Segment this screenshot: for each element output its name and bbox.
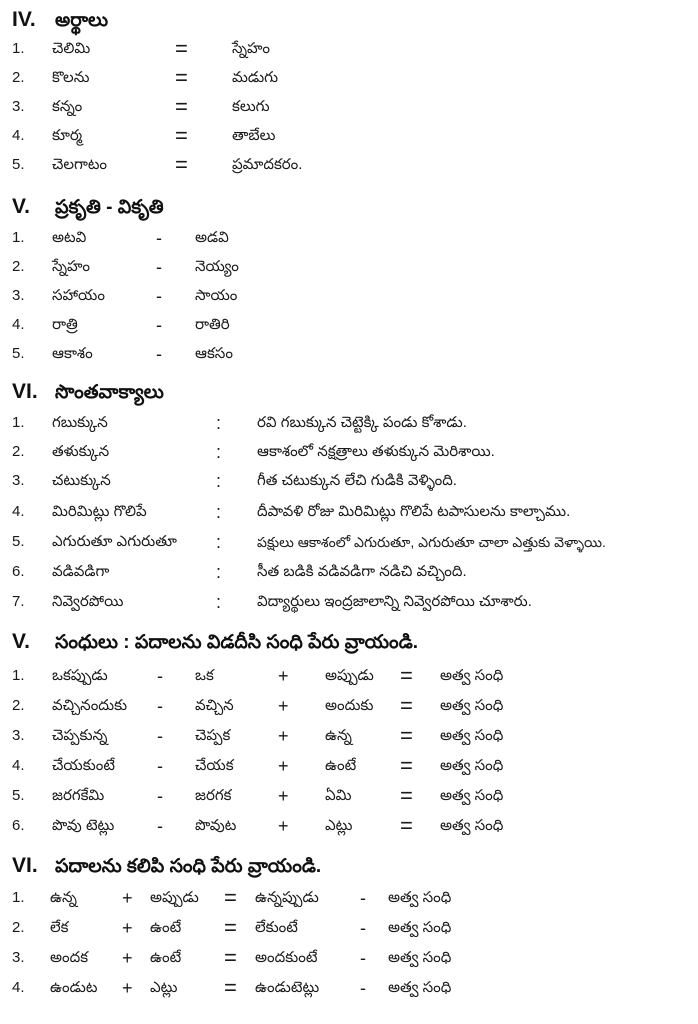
- part-two: ఏమి: [325, 787, 352, 804]
- part-one: వచ్చిన: [195, 697, 234, 714]
- sandhi-name: అత్వ సంధి: [388, 979, 452, 996]
- equals-sign: =: [224, 885, 237, 910]
- row-number: 3.: [12, 472, 25, 489]
- equals-sign: =: [175, 94, 188, 119]
- sentence: పక్షులు ఆకాశంలో ఎగురుతూ, ఎగురుతూ చాలా ఎత్తుకు వెళ్ళాయి.: [257, 534, 606, 550]
- row-number: 1.: [12, 414, 25, 431]
- part-one: జరగక: [195, 787, 232, 804]
- prakruti-word: ఆకాశం: [52, 345, 93, 362]
- row-number: 1.: [12, 889, 25, 906]
- colon: :: [216, 502, 222, 522]
- prakruti-word: రాత్రి: [52, 316, 78, 333]
- compound-word: ఒకప్పుడు: [52, 667, 108, 684]
- section-heading-prakruti: [12, 192, 164, 222]
- meaning-row: [0, 122, 698, 150]
- part-one: ఉన్న: [50, 889, 77, 906]
- dash: -: [360, 948, 366, 968]
- part-one: లేక: [50, 919, 69, 936]
- sandhi-split-row: [0, 722, 698, 750]
- plus-sign: +: [278, 816, 289, 836]
- dash: -: [156, 286, 162, 306]
- part-one: పొవుట: [195, 817, 237, 834]
- section-title: పదాలను కలిపి సంధి పేరు వ్రాయండి.: [55, 856, 322, 877]
- word: నివ్వెరపోయి: [52, 593, 124, 610]
- compound-word: చెప్పకున్న: [52, 727, 108, 744]
- prakruti-word: స్నేహం: [52, 258, 90, 275]
- vikruti-word: నెయ్యం: [195, 258, 239, 275]
- equals-sign: =: [224, 945, 237, 970]
- sandhi-split-row: [0, 812, 698, 840]
- row-number: 1.: [12, 667, 25, 684]
- part-two: అప్పుడు: [150, 889, 199, 906]
- colon: :: [216, 442, 222, 462]
- meaning: తాబేలు: [232, 127, 276, 144]
- dash: -: [156, 344, 162, 364]
- word: కన్నం: [52, 98, 83, 115]
- row-number: 6.: [12, 817, 25, 834]
- row-number: 2.: [12, 258, 25, 275]
- sentence-row: [0, 498, 698, 526]
- row-number: 4.: [12, 979, 25, 996]
- row-number: 4.: [12, 503, 25, 520]
- equals-sign: =: [400, 663, 413, 688]
- colon: :: [216, 413, 222, 433]
- prakruti-row: [0, 282, 698, 310]
- plus-sign: +: [278, 786, 289, 806]
- vikruti-word: సాయం: [195, 287, 238, 304]
- plus-sign: +: [278, 726, 289, 746]
- meaning: మడుగు: [232, 69, 279, 86]
- compound-word: ఉన్నప్పుడు: [255, 889, 319, 906]
- word: మిరిమిట్లు గొలిపే: [52, 503, 147, 520]
- compound-word: ఉండుటెట్లు: [255, 979, 320, 996]
- meaning-row: [0, 64, 698, 92]
- sandhi-name: అత్వ సంధి: [440, 787, 504, 804]
- row-number: 2.: [12, 69, 25, 86]
- sentence-row: [0, 558, 698, 586]
- word: వడివడిగా: [52, 563, 110, 580]
- prakruti-word: అటవి: [52, 229, 87, 246]
- compound-word: జరగకేమి: [52, 787, 105, 804]
- sandhi-name: అత్వ సంధి: [388, 949, 452, 966]
- section-heading-sandhi-split: [12, 627, 418, 657]
- row-number: 5.: [12, 533, 25, 550]
- equals-sign: =: [400, 783, 413, 808]
- row-number: 2.: [12, 697, 25, 714]
- part-two: ఉంటే: [150, 949, 182, 966]
- part-one: చేయక: [195, 757, 234, 774]
- dash: -: [157, 786, 163, 806]
- dash: -: [157, 726, 163, 746]
- equals-sign: =: [224, 975, 237, 1000]
- sandhi-join-row: [0, 884, 698, 912]
- sandhi-split-row: [0, 752, 698, 780]
- sentence-row: [0, 528, 698, 556]
- sandhi-name: అత్వ సంధి: [388, 889, 452, 906]
- sandhi-join-row: [0, 944, 698, 972]
- row-number: 1.: [12, 40, 25, 57]
- sandhi-name: అత్వ సంధి: [440, 697, 504, 714]
- sandhi-name: అత్వ సంధి: [440, 667, 504, 684]
- meaning-row: [0, 151, 698, 179]
- section-title: ప్రకృతి - వికృతి: [55, 197, 164, 218]
- word: కూర్మ: [52, 127, 83, 144]
- sandhi-split-row: [0, 782, 698, 810]
- prakruti-row: [0, 311, 698, 339]
- equals-sign: =: [224, 915, 237, 940]
- row-number: 3.: [12, 287, 25, 304]
- vikruti-word: రాతిరి: [195, 316, 230, 333]
- plus-sign: +: [278, 666, 289, 686]
- prakruti-row: [0, 253, 698, 281]
- part-two: ఎట్లు: [150, 979, 178, 996]
- section-title: అర్థాలు: [55, 10, 109, 31]
- word: గబుక్కున: [52, 414, 108, 431]
- meaning-row: [0, 93, 698, 121]
- sentence: గీత చటుక్కున లేచి గుడికి వెళ్ళింది.: [257, 472, 457, 489]
- meaning: కలుగు: [232, 98, 270, 115]
- equals-sign: =: [175, 36, 188, 61]
- sentence: సీత బడికి వడివడిగా నడిచి వచ్చింది.: [257, 563, 467, 580]
- row-number: 4.: [12, 127, 25, 144]
- plus-sign: +: [122, 918, 133, 938]
- row-number: 2.: [12, 443, 25, 460]
- part-one: అందక: [50, 949, 89, 966]
- dash: -: [156, 315, 162, 335]
- equals-sign: =: [400, 723, 413, 748]
- word: చెలగాటం: [52, 156, 108, 173]
- plus-sign: +: [122, 948, 133, 968]
- section-title: సంధులు : పదాలను విడదీసి సంధి పేరు వ్రాయండి.: [55, 632, 419, 653]
- row-number: 3.: [12, 949, 25, 966]
- prakruti-row: [0, 340, 698, 368]
- compound-word: అందకుంటే: [255, 949, 318, 966]
- word: తళుక్కున: [52, 443, 110, 460]
- dash: -: [157, 816, 163, 836]
- sandhi-name: అత్వ సంధి: [440, 817, 504, 834]
- section-number: V.: [12, 630, 30, 653]
- equals-sign: =: [175, 152, 188, 177]
- sentence: ఆకాశంలో నక్షత్రాలు తళుక్కున మెరిశాయి.: [257, 443, 495, 460]
- colon: :: [216, 471, 222, 491]
- dash: -: [360, 978, 366, 998]
- meaning: స్నేహం: [232, 40, 270, 57]
- row-number: 4.: [12, 316, 25, 333]
- row-number: 1.: [12, 229, 25, 246]
- sandhi-join-row: [0, 914, 698, 942]
- plus-sign: +: [122, 978, 133, 998]
- sentence-row: [0, 467, 698, 495]
- plus-sign: +: [122, 888, 133, 908]
- part-two: ఉంటే: [325, 757, 357, 774]
- equals-sign: =: [175, 123, 188, 148]
- vikruti-word: అడవి: [195, 229, 229, 246]
- part-two: ఉన్న: [325, 727, 352, 744]
- row-number: 3.: [12, 98, 25, 115]
- section-heading-sandhi-join: [12, 851, 321, 881]
- part-one: ఒక: [195, 667, 214, 684]
- sentence-row: [0, 588, 698, 616]
- colon: :: [216, 532, 222, 552]
- part-one: ఉండుట: [50, 979, 98, 996]
- compound-word: వచ్చినందుకు: [52, 697, 128, 714]
- vikruti-word: ఆకసం: [195, 345, 233, 362]
- equals-sign: =: [400, 753, 413, 778]
- row-number: 3.: [12, 727, 25, 744]
- sentence-row: [0, 409, 698, 437]
- meaning-row: [0, 35, 698, 63]
- row-number: 4.: [12, 757, 25, 774]
- compound-word: పొవు టెట్లు: [52, 817, 115, 834]
- prakruti-word: సహాయం: [52, 287, 105, 304]
- part-two: అప్పుడు: [325, 667, 374, 684]
- section-number: IV.: [12, 8, 36, 31]
- dash: -: [157, 696, 163, 716]
- section-heading-meanings: [12, 5, 108, 35]
- sentence: రవి గబుక్కున చెట్టెక్కి పండు కోశాడు.: [257, 414, 467, 431]
- part-two: ఎట్లు: [325, 817, 353, 834]
- equals-sign: =: [400, 693, 413, 718]
- row-number: 6.: [12, 563, 25, 580]
- part-one: చెప్పక: [195, 727, 231, 744]
- section-number: VI.: [12, 854, 38, 877]
- row-number: 5.: [12, 156, 25, 173]
- row-number: 2.: [12, 919, 25, 936]
- sandhi-split-row: [0, 662, 698, 690]
- prakruti-row: [0, 224, 698, 252]
- compound-word: లేకుంటే: [255, 919, 298, 936]
- colon: :: [216, 562, 222, 582]
- dash: -: [360, 918, 366, 938]
- sandhi-name: అత్వ సంధి: [388, 919, 452, 936]
- equals-sign: =: [175, 65, 188, 90]
- dash: -: [156, 257, 162, 277]
- sentence: విద్యార్థులు ఇంద్రజాలాన్ని నివ్వెరపోయి చూశారు.: [257, 593, 532, 610]
- compound-word: చేయకుంటే: [52, 757, 115, 774]
- word: కొలను: [52, 69, 90, 86]
- sandhi-name: అత్వ సంధి: [440, 727, 504, 744]
- word: ఎగురుతూ ఎగురుతూ: [52, 533, 177, 550]
- sentence-row: [0, 438, 698, 466]
- row-number: 5.: [12, 345, 25, 362]
- plus-sign: +: [278, 696, 289, 716]
- section-heading-sentences: [12, 377, 164, 407]
- part-two: అందుకు: [325, 697, 374, 714]
- word: చటుక్కున: [52, 472, 111, 489]
- colon: :: [216, 592, 222, 612]
- section-number: VI.: [12, 380, 38, 403]
- sandhi-split-row: [0, 692, 698, 720]
- dash: -: [360, 888, 366, 908]
- sandhi-join-row: [0, 974, 698, 1002]
- equals-sign: =: [400, 813, 413, 838]
- section-number: V.: [12, 195, 30, 218]
- sandhi-name: అత్వ సంధి: [440, 757, 504, 774]
- plus-sign: +: [278, 756, 289, 776]
- sentence: దీపావళి రోజు మిరిమిట్లు గొలిపే టపాసులను కాల్చాము.: [257, 503, 571, 520]
- dash: -: [157, 756, 163, 776]
- word: చెలిమి: [52, 40, 91, 57]
- part-two: ఉంటే: [150, 919, 182, 936]
- row-number: 5.: [12, 787, 25, 804]
- meaning: ప్రమాదకరం.: [232, 156, 303, 173]
- section-title: సొంతవాక్యాలు: [55, 382, 164, 403]
- row-number: 7.: [12, 593, 25, 610]
- dash: -: [156, 228, 162, 248]
- dash: -: [157, 666, 163, 686]
